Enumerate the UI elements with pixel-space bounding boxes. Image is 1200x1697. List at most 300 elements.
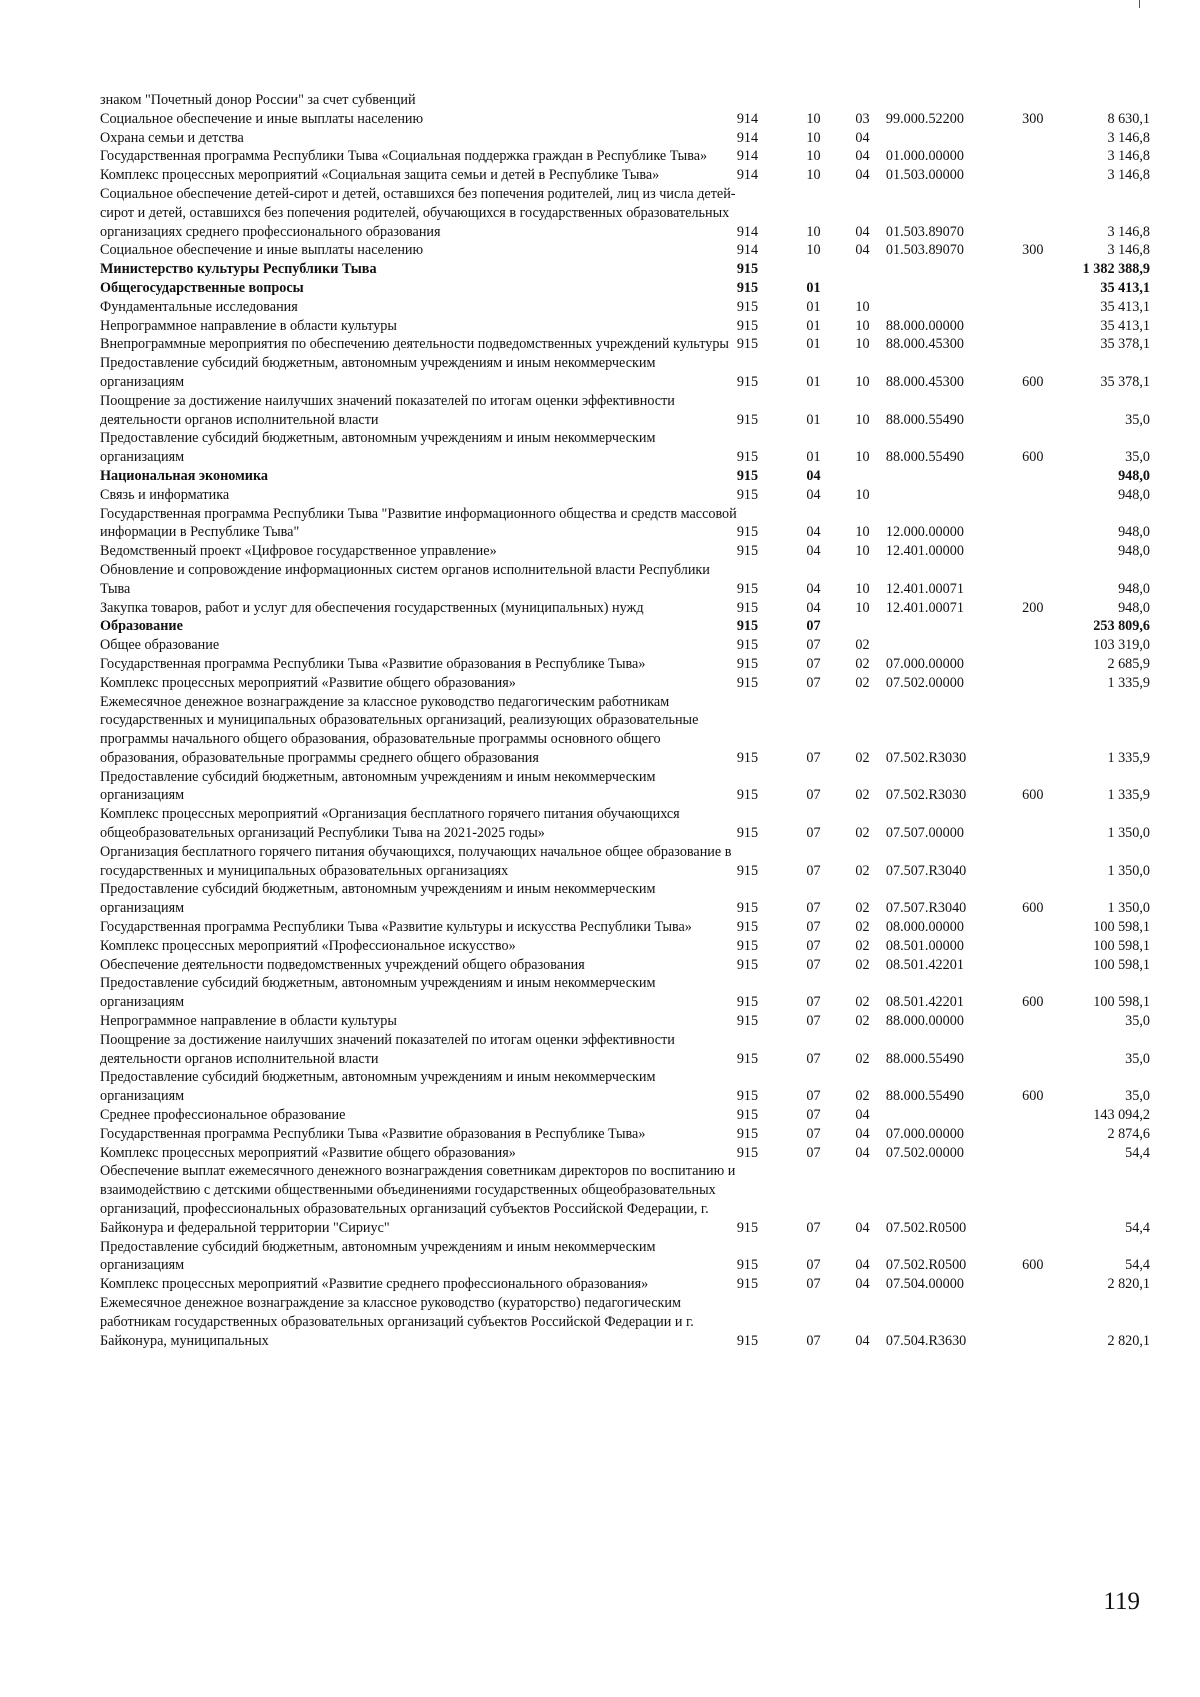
row-name: Предоставление субсидий бюджетным, автономным учреждениям и иным некоммерческим организациям xyxy=(100,430,656,466)
target-article: 88.000.55490 xyxy=(885,449,964,466)
amount: 948,0 xyxy=(1118,543,1150,560)
expense-type: 600 xyxy=(1022,1088,1044,1105)
section-code: 01 xyxy=(806,336,821,353)
table-row xyxy=(100,486,1150,505)
row-name: Комплекс процессных мероприятий «Профессиональное искусство» xyxy=(100,937,516,954)
admin-code: 915 xyxy=(736,524,759,541)
subsection-code: 04 xyxy=(855,1219,870,1236)
row-name: Ежемесячное денежное вознаграждение за классное руководство (кураторство) педагогическим работникам государственных образовательных организаций субъектов Российской Федерации и г. Байконура, муниципальных xyxy=(100,1295,694,1349)
subsection-code xyxy=(839,91,886,110)
admin-code: 915 xyxy=(736,937,759,954)
amount: 35,0 xyxy=(1125,411,1150,428)
row-name: Внепрограммные мероприятия по обеспечению деятельности подведомственных учреждений культуры xyxy=(100,336,729,353)
subsection-code: 04 xyxy=(855,1257,870,1274)
table-row xyxy=(100,1275,1150,1294)
admin-code: 915 xyxy=(736,486,759,503)
row-name: Предоставление субсидий бюджетным, автономным учреждениям и иным некоммерческим организациям xyxy=(100,768,656,804)
section-code: 07 xyxy=(806,749,821,766)
admin-code: 915 xyxy=(736,317,759,334)
expense-type xyxy=(1022,1125,1073,1144)
table-row xyxy=(100,542,1150,561)
target-article xyxy=(886,1106,1022,1125)
row-name: Среднее профессиональное образование xyxy=(100,1107,346,1124)
admin-code: 915 xyxy=(736,900,759,917)
subsection-code: 02 xyxy=(855,1088,870,1105)
target-article: 88.000.55490 xyxy=(885,1088,964,1105)
table-row xyxy=(100,956,1150,975)
admin-code: 915 xyxy=(736,599,759,616)
expense-type xyxy=(1022,693,1073,768)
target-article: 07.502.R3030 xyxy=(885,749,967,766)
expense-type xyxy=(1022,956,1073,975)
admin-code: 914 xyxy=(736,110,759,127)
section-code: 07 xyxy=(806,618,821,635)
subsection-code: 04 xyxy=(855,1276,870,1293)
admin-code: 914 xyxy=(736,167,759,184)
table-row xyxy=(100,1031,1150,1069)
section-code: 10 xyxy=(806,167,821,184)
amount: 1 335,9 xyxy=(1107,674,1150,691)
expense-type: 600 xyxy=(1022,900,1044,917)
target-article: 88.000.55490 xyxy=(885,411,964,428)
table-row xyxy=(100,599,1150,618)
row-name: Поощрение за достижение наилучших значений показателей по итогам оценки эффективности деятельности органов исполнительной власти xyxy=(100,1031,675,1067)
amount: 35 413,1 xyxy=(1100,298,1150,315)
row-name: Непрограммное направление в области культуры xyxy=(100,317,397,334)
expense-type xyxy=(1022,617,1073,636)
section-code: 01 xyxy=(806,449,821,466)
table-row xyxy=(100,655,1150,674)
subsection-code xyxy=(839,467,886,486)
admin-code: 915 xyxy=(736,1219,759,1236)
admin-code: 915 xyxy=(736,373,759,390)
table-row xyxy=(100,166,1150,185)
admin-code: 915 xyxy=(736,467,759,484)
admin-code: 915 xyxy=(736,655,759,672)
target-article: 07.507.R3040 xyxy=(885,862,967,879)
table-row xyxy=(100,805,1150,843)
amount: 3 146,8 xyxy=(1107,148,1150,165)
amount: 3 146,8 xyxy=(1107,242,1150,259)
target-article: 07.502.R3030 xyxy=(885,787,967,804)
admin-code: 914 xyxy=(736,129,759,146)
target-article: 12.401.00071 xyxy=(885,580,964,597)
row-name: Общее образование xyxy=(100,637,220,654)
admin-code: 915 xyxy=(736,411,759,428)
amount xyxy=(1073,91,1150,110)
amount: 1 335,9 xyxy=(1107,787,1150,804)
target-article xyxy=(886,617,1022,636)
row-name: Социальное обеспечение детей-сирот и детей, оставшихся без попечения родителей, лиц из числа детей-сирот и детей, оставшихся без попечения родителей, обучающихся в государственных образовательных организациях среднего профессионального образования xyxy=(100,185,736,240)
table-row xyxy=(100,260,1150,279)
admin-code: 915 xyxy=(736,1107,759,1124)
row-name: Предоставление субсидий бюджетным, автономным учреждениям и иным некоммерческим организациям xyxy=(100,355,656,390)
section-code: 01 xyxy=(806,279,821,296)
amount: 35,0 xyxy=(1125,449,1150,466)
row-name: Обеспечение деятельности подведомственных учреждений общего образования xyxy=(100,956,585,973)
subsection-code: 03 xyxy=(855,110,870,127)
subsection-code: 10 xyxy=(855,317,870,334)
target-article xyxy=(886,91,1022,110)
subsection-code: 04 xyxy=(855,1144,870,1161)
table-row xyxy=(100,317,1150,336)
row-name: Поощрение за достижение наилучших значений показателей по итогам оценки эффективности деятельности органов исполнительной власти xyxy=(100,392,675,428)
row-name: Ежемесячное денежное вознаграждение за классное руководство педагогическим работникам государственных и муниципальных образовательных организаций, реализующих образовательные программы начального общего образования, образовательные программы основного общего образования, образовательные программы среднего общего образования xyxy=(100,693,699,766)
row-name: Национальная экономика xyxy=(100,467,269,484)
table-row xyxy=(100,768,1150,806)
admin-code: 915 xyxy=(736,1050,759,1067)
admin-code: 915 xyxy=(736,279,759,296)
section-code: 07 xyxy=(806,1276,821,1293)
target-article: 08.501.42201 xyxy=(885,956,964,973)
table-row xyxy=(100,1162,1150,1237)
row-name: Предоставление субсидий бюджетным, автономным учреждениям и иным некоммерческим организациям xyxy=(100,1069,656,1105)
target-article: 01.000.00000 xyxy=(885,148,964,165)
section-code: 04 xyxy=(806,467,821,484)
subsection-code xyxy=(839,617,886,636)
admin-code: 914 xyxy=(736,148,759,165)
table-row xyxy=(100,429,1150,467)
table-row xyxy=(100,617,1150,636)
row-name: Комплекс процессных мероприятий «Социальная защита семьи и детей в Республике Тыва» xyxy=(100,167,660,184)
section-code: 07 xyxy=(806,956,821,973)
section-code: 07 xyxy=(806,674,821,691)
subsection-code: 04 xyxy=(855,1332,870,1349)
admin-code: 915 xyxy=(736,543,759,560)
target-article: 01.503.00000 xyxy=(885,167,964,184)
subsection-code xyxy=(839,260,886,279)
target-article: 88.000.00000 xyxy=(885,317,964,334)
row-name: Комплекс процессных мероприятий «Развитие общего образования» xyxy=(100,1144,516,1161)
section-code: 07 xyxy=(806,994,821,1011)
admin-code: 915 xyxy=(736,1088,759,1105)
table-row xyxy=(100,147,1150,166)
target-article: 08.000.00000 xyxy=(885,919,964,936)
row-name: знаком "Почетный донор России" за счет субвенций xyxy=(100,92,416,108)
row-name: Государственная программа Республики Тыва «Социальная поддержка граждан в Республике Тыва» xyxy=(100,148,708,165)
table-row xyxy=(100,335,1150,354)
expense-type xyxy=(1022,317,1073,336)
row-name: Непрограммное направление в области культуры xyxy=(100,1013,397,1030)
amount: 35 413,1 xyxy=(1100,279,1150,296)
admin-code: 915 xyxy=(736,674,759,691)
admin-code: 915 xyxy=(736,749,759,766)
admin-code: 915 xyxy=(736,261,759,278)
table-row xyxy=(100,843,1150,881)
table-row xyxy=(100,937,1150,956)
table-row xyxy=(100,241,1150,260)
target-article xyxy=(886,467,1022,486)
table-row xyxy=(100,674,1150,693)
subsection-code: 02 xyxy=(855,919,870,936)
target-article: 12.000.00000 xyxy=(885,524,964,541)
row-name: Предоставление субсидий бюджетным, автономным учреждениям и иным некоммерческим организациям xyxy=(100,975,656,1011)
subsection-code: 02 xyxy=(855,655,870,672)
section-code: 01 xyxy=(806,373,821,390)
table-row xyxy=(100,91,1150,110)
target-article: 07.502.00000 xyxy=(885,674,964,691)
table-row xyxy=(100,561,1150,599)
target-article xyxy=(886,636,1022,655)
section-code: 07 xyxy=(806,1125,821,1142)
section-code: 07 xyxy=(806,1332,821,1349)
amount: 35 378,1 xyxy=(1100,373,1150,390)
admin-code: 915 xyxy=(736,1257,759,1274)
subsection-code: 02 xyxy=(855,1050,870,1067)
amount: 2 820,1 xyxy=(1107,1332,1150,1349)
amount: 253 809,6 xyxy=(1093,618,1150,635)
expense-type xyxy=(1022,486,1073,505)
target-article xyxy=(886,298,1022,317)
expense-type xyxy=(1022,1144,1073,1163)
section-code: 07 xyxy=(806,1013,821,1030)
admin-code: 915 xyxy=(736,1013,759,1030)
target-article: 99.000.52200 xyxy=(885,110,964,127)
edge-mark xyxy=(1139,0,1140,8)
target-article xyxy=(886,260,1022,279)
subsection-code: 02 xyxy=(855,825,870,842)
amount: 100 598,1 xyxy=(1093,956,1150,973)
target-article: 08.501.42201 xyxy=(885,994,964,1011)
amount: 54,4 xyxy=(1125,1144,1150,1161)
row-name: Образование xyxy=(100,618,183,635)
subsection-code: 02 xyxy=(855,900,870,917)
expense-type xyxy=(1022,542,1073,561)
amount: 948,0 xyxy=(1118,580,1150,597)
budget-table xyxy=(100,91,1150,1350)
section-code: 07 xyxy=(806,900,821,917)
table-row xyxy=(100,1144,1150,1163)
table-row xyxy=(100,880,1150,918)
target-article xyxy=(886,129,1022,148)
table-row xyxy=(100,693,1150,768)
expense-type: 200 xyxy=(1022,599,1044,616)
expense-type: 600 xyxy=(1022,449,1044,466)
amount: 2 685,9 xyxy=(1107,655,1150,672)
target-article: 12.401.00071 xyxy=(885,599,964,616)
expense-type: 300 xyxy=(1022,242,1044,259)
expense-type: 600 xyxy=(1022,1257,1044,1274)
subsection-code: 10 xyxy=(855,524,870,541)
subsection-code: 04 xyxy=(855,242,870,259)
target-article: 07.000.00000 xyxy=(885,655,964,672)
table-row xyxy=(100,1238,1150,1276)
section-code: 07 xyxy=(806,1107,821,1124)
row-name: Ведомственный проект «Цифровое государственное управление» xyxy=(100,543,497,560)
subsection-code: 10 xyxy=(855,411,870,428)
expense-type xyxy=(1022,1106,1073,1125)
amount: 1 350,0 xyxy=(1107,900,1150,917)
subsection-code: 04 xyxy=(855,148,870,165)
budget-table-body xyxy=(100,91,1150,1350)
amount: 35,0 xyxy=(1125,1088,1150,1105)
table-row xyxy=(100,392,1150,430)
subsection-code: 04 xyxy=(855,129,870,146)
subsection-code: 04 xyxy=(855,1125,870,1142)
table-row xyxy=(100,467,1150,486)
admin-code: 915 xyxy=(736,580,759,597)
amount: 54,4 xyxy=(1125,1257,1150,1274)
row-name: Комплекс процессных мероприятий «Развитие общего образования» xyxy=(100,674,516,691)
table-row xyxy=(100,636,1150,655)
amount: 35 413,1 xyxy=(1100,317,1150,334)
table-row xyxy=(100,129,1150,148)
expense-type xyxy=(1022,129,1073,148)
row-name: Социальное обеспечение и иные выплаты населению xyxy=(100,242,424,259)
expense-type: 600 xyxy=(1022,787,1044,804)
page-number: 119 xyxy=(1103,1588,1140,1615)
section-code: 07 xyxy=(806,919,821,936)
admin-code: 915 xyxy=(736,336,759,353)
admin-code: 915 xyxy=(736,1332,759,1349)
amount: 948,0 xyxy=(1118,486,1150,503)
subsection-code: 02 xyxy=(855,787,870,804)
amount: 35,0 xyxy=(1125,1050,1150,1067)
table-row xyxy=(100,110,1150,129)
row-name: Государственная программа Республики Тыва "Развитие информационного общества и средств массовой информации в Республике Тыва" xyxy=(100,505,737,541)
admin-code: 915 xyxy=(736,1144,759,1161)
admin-code: 915 xyxy=(736,862,759,879)
row-name: Социальное обеспечение и иные выплаты населению xyxy=(100,110,424,127)
amount: 1 382 388,9 xyxy=(1082,261,1150,278)
section-code: 07 xyxy=(806,1257,821,1274)
table-row xyxy=(100,1125,1150,1144)
subsection-code: 10 xyxy=(855,449,870,466)
subsection-code: 02 xyxy=(855,937,870,954)
admin-code: 915 xyxy=(736,919,759,936)
amount: 1 350,0 xyxy=(1107,825,1150,842)
section-code: 07 xyxy=(806,1144,821,1161)
target-article: 88.000.55490 xyxy=(885,1050,964,1067)
section-code: 04 xyxy=(806,580,821,597)
expense-type: 600 xyxy=(1022,373,1044,390)
expense-type: 600 xyxy=(1022,994,1044,1011)
subsection-code: 10 xyxy=(855,543,870,560)
row-name: Предоставление субсидий бюджетным, автономным учреждениям и иным некоммерческим организациям xyxy=(100,1238,656,1274)
section-code: 01 xyxy=(806,298,821,315)
expense-type xyxy=(1022,805,1073,843)
row-name: Закупка товаров, работ и услуг для обеспечения государственных (муниципальных) нужд xyxy=(100,599,644,616)
table-row xyxy=(100,1294,1150,1350)
expense-type xyxy=(1022,1162,1073,1237)
amount: 3 146,8 xyxy=(1107,223,1150,240)
admin-code xyxy=(737,91,788,110)
target-article: 07.502.R0500 xyxy=(885,1219,967,1236)
admin-code: 915 xyxy=(736,787,759,804)
section-code: 01 xyxy=(806,411,821,428)
subsection-code: 02 xyxy=(855,994,870,1011)
subsection-code: 04 xyxy=(855,223,870,240)
subsection-code: 10 xyxy=(855,298,870,315)
section-code: 04 xyxy=(806,524,821,541)
target-article: 07.507.00000 xyxy=(885,825,964,842)
target-article xyxy=(886,279,1022,298)
subsection-code: 10 xyxy=(855,336,870,353)
section-code: 10 xyxy=(806,148,821,165)
section-code: 10 xyxy=(806,110,821,127)
table-row xyxy=(100,974,1150,1012)
row-name: Комплекс процессных мероприятий «Организация бесплатного горячего питания обучающихся общеобразовательных организаций Республики Тыва на 2021-2025 годы» xyxy=(100,806,680,842)
expense-type xyxy=(1022,918,1073,937)
amount: 2 820,1 xyxy=(1107,1276,1150,1293)
target-article: 07.504.00000 xyxy=(885,1276,964,1293)
row-name: Организация бесплатного горячего питания обучающихся, получающих начальное общее образование в государственных и муниципальных образовательных организациях xyxy=(100,843,732,879)
expense-type xyxy=(1022,937,1073,956)
section-code: 10 xyxy=(806,223,821,240)
target-article: 07.000.00000 xyxy=(885,1125,964,1142)
admin-code: 915 xyxy=(736,1276,759,1293)
amount: 143 094,2 xyxy=(1093,1107,1150,1124)
amount: 103 319,0 xyxy=(1093,637,1150,654)
expense-type xyxy=(1022,1275,1073,1294)
target-article: 88.000.45300 xyxy=(885,336,964,353)
expense-type xyxy=(1022,843,1073,881)
amount: 948,0 xyxy=(1118,599,1150,616)
subsection-code: 02 xyxy=(855,862,870,879)
row-name: Охрана семьи и детства xyxy=(100,129,244,146)
table-row xyxy=(100,505,1150,543)
section-code xyxy=(788,260,839,279)
table-row xyxy=(100,298,1150,317)
section-code: 07 xyxy=(806,655,821,672)
expense-type xyxy=(1022,655,1073,674)
admin-code: 915 xyxy=(736,1125,759,1142)
subsection-code: 02 xyxy=(855,637,870,654)
amount: 100 598,1 xyxy=(1093,937,1150,954)
section-code: 04 xyxy=(806,543,821,560)
amount: 1 335,9 xyxy=(1107,749,1150,766)
admin-code: 915 xyxy=(736,298,759,315)
section-code: 10 xyxy=(806,242,821,259)
expense-type xyxy=(1022,636,1073,655)
amount: 100 598,1 xyxy=(1093,919,1150,936)
admin-code: 915 xyxy=(736,449,759,466)
expense-type xyxy=(1022,335,1073,354)
section-code: 07 xyxy=(806,825,821,842)
amount: 2 874,6 xyxy=(1107,1125,1150,1142)
admin-code: 914 xyxy=(736,223,759,240)
expense-type xyxy=(1022,260,1073,279)
amount: 54,4 xyxy=(1125,1219,1150,1236)
row-name: Государственная программа Республики Тыва «Развитие образования в Республике Тыва» xyxy=(100,655,646,672)
subsection-code: 02 xyxy=(855,674,870,691)
target-article: 01.503.89070 xyxy=(885,223,964,240)
target-article: 88.000.45300 xyxy=(885,373,964,390)
expense-type xyxy=(1022,1294,1073,1350)
row-name: Обеспечение выплат ежемесячного денежного вознаграждения советникам директоров по воспитанию и взаимодействию с детскими общественными объединениями государственных общеобразовательных организаций, профессиональных образовательных организаций субъектов Российской Федерации, г. Байконура и федеральной территории "Сириус" xyxy=(100,1163,736,1236)
expense-type xyxy=(1022,147,1073,166)
expense-type xyxy=(1022,279,1073,298)
section-code: 10 xyxy=(806,129,821,146)
admin-code: 915 xyxy=(736,956,759,973)
subsection-code: 10 xyxy=(855,486,870,503)
target-article: 07.502.R0500 xyxy=(885,1257,967,1274)
table-row xyxy=(100,1106,1150,1125)
target-article: 07.507.R3040 xyxy=(885,900,967,917)
amount: 35,0 xyxy=(1125,1013,1150,1030)
expense-type xyxy=(1022,674,1073,693)
admin-code: 915 xyxy=(736,825,759,842)
expense-type xyxy=(1022,298,1073,317)
table-row xyxy=(100,918,1150,937)
subsection-code: 02 xyxy=(855,749,870,766)
target-article: 07.504.R3630 xyxy=(885,1332,967,1349)
section-code: 07 xyxy=(806,862,821,879)
row-name: Связь и информатика xyxy=(100,486,230,503)
amount: 3 146,8 xyxy=(1107,167,1150,184)
subsection-code xyxy=(839,279,886,298)
row-name: Общегосударственные вопросы xyxy=(100,279,304,296)
